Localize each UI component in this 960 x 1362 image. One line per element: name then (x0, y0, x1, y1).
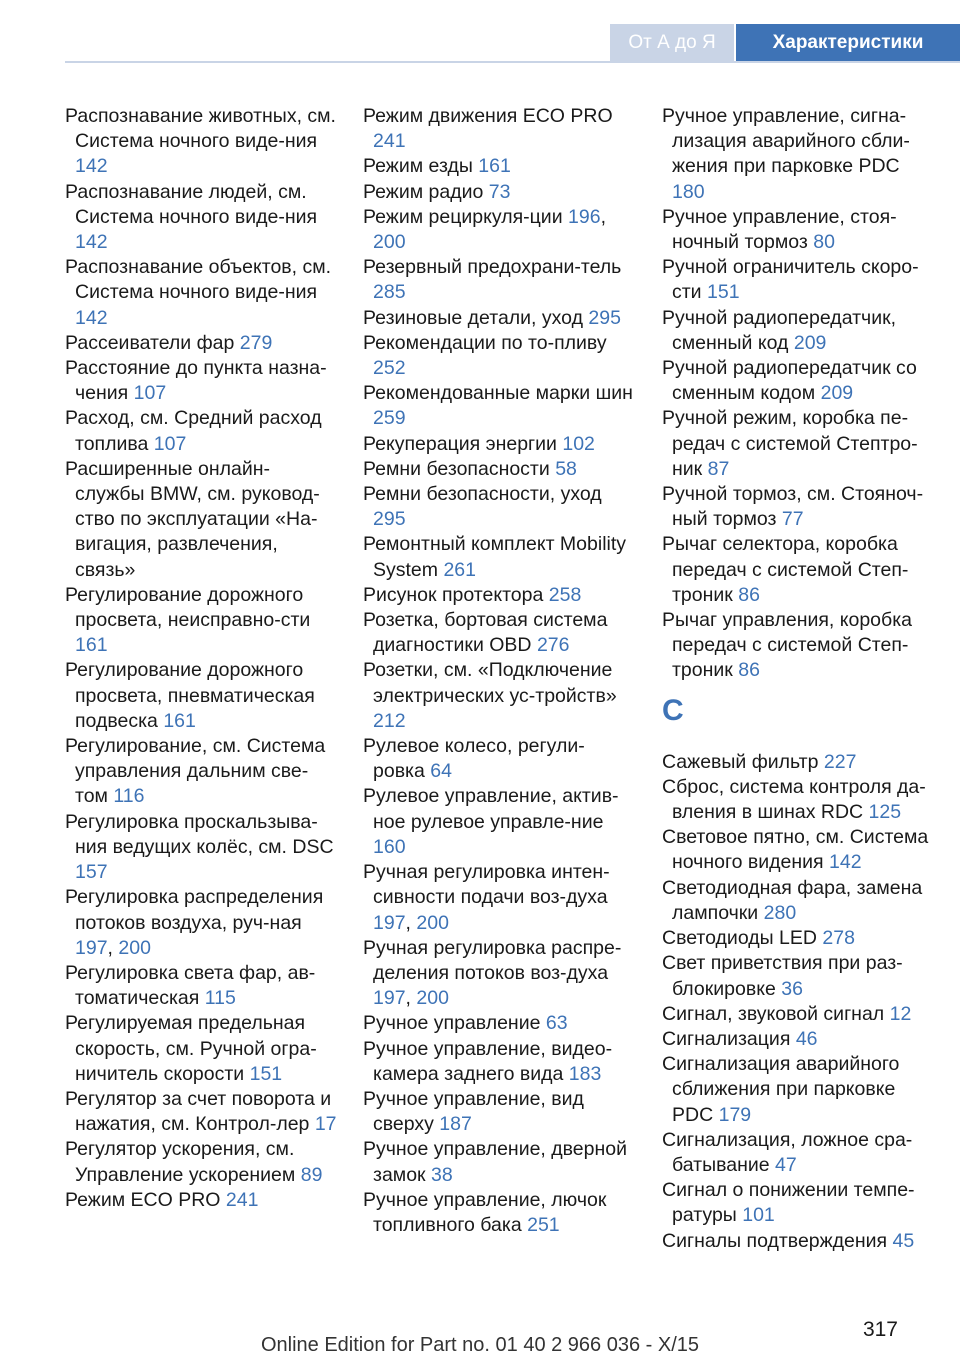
index-entry-text: Регулятор ускорения, см. Управление ускорением (65, 1138, 296, 1186)
index-entry-text: Расширенные онлайн-службы BMW, см. руковод-ство по эксплуатации «На-вигация, развлечения, связь» (65, 457, 320, 581)
index-entry (662, 775, 934, 825)
index-entry-text: Ремни безопасности (363, 457, 550, 480)
page-reference-link[interactable]: 151 (707, 281, 740, 304)
index-entry-text: Резервный предохрани-тель (363, 256, 622, 279)
index-entry (662, 104, 934, 205)
page-reference-link[interactable]: 12 (889, 1002, 912, 1025)
index-entry (363, 608, 635, 658)
page-reference-link[interactable]: 276 (536, 634, 570, 657)
index-entry-text: Регулятор за счет поворота и нажатия, см. Контрол-лер (65, 1087, 332, 1136)
index-entry-text: Рычаг управления, коробка передач с системой Степ-троник (662, 609, 913, 682)
page-reference-link[interactable]: 279 (239, 331, 273, 354)
index-entry-text: Рекомендации по то-пливу (363, 331, 607, 354)
index-entry-text: Регулирование дорожного просвета, пневматическая подвеска (65, 659, 315, 732)
index-entry-text: Сигнализация (662, 1027, 791, 1050)
page-reference-link[interactable]: 116 (113, 785, 145, 808)
index-entry-text: Расстояние до пункта назна-чения (65, 357, 327, 405)
page-reference-link[interactable]: 86 (738, 583, 760, 606)
page-reference-link[interactable]: 196 (568, 205, 601, 228)
index-entry (363, 1011, 635, 1036)
index-entry-text: Ручной радиопередатчик со сменным кодом (662, 357, 917, 405)
page-reference-link[interactable]: 278 (822, 927, 855, 950)
page-reference-link[interactable]: 241 (373, 130, 406, 153)
index-entry-text: Сброс, система контроля да-вления в шинах RDC (662, 775, 926, 824)
page-reference-link[interactable]: 157 (75, 861, 108, 884)
index-entry (363, 734, 635, 784)
page-reference-link[interactable]: 115 (204, 987, 236, 1010)
index-entry-text: Ручная регулировка распре-деления потоков воз-духа (363, 936, 622, 984)
page-reference-link[interactable]: 64 (430, 760, 452, 783)
page-reference-link[interactable]: 151 (249, 1062, 283, 1085)
index-entry (363, 1037, 635, 1087)
index-entry-text: Ручное управление, сигна-лизация аварийного сбли-жения при парковке PDC (662, 105, 910, 178)
index-entry (363, 255, 635, 305)
page-reference-link[interactable]: 17 (314, 1113, 337, 1136)
index-entry (662, 1178, 934, 1228)
index-entry-text: Свет приветствия при раз-блокировке (662, 952, 903, 1000)
index-entry-text: Ремни безопасности, уход (363, 483, 602, 506)
index-entry (363, 432, 635, 457)
header-tab-index[interactable]: От А до Я (610, 24, 734, 62)
page-reference-link[interactable]: 212 (373, 709, 406, 732)
page-reference-link[interactable]: 77 (781, 508, 804, 531)
page-reference-link[interactable]: 209 (820, 382, 854, 405)
index-entry-text: Распознавание животных, см. Система ночного виде-ния (65, 105, 336, 153)
page-reference-link[interactable]: 197 (373, 911, 406, 934)
index-entry-text: Светодиоды LED (662, 927, 817, 950)
page-reference-link[interactable]: 89 (300, 1163, 323, 1186)
index-entry (65, 1011, 337, 1087)
index-entry (363, 1188, 635, 1238)
index-entry-text: Ручное управление, дверной замок (363, 1138, 627, 1186)
page-reference-link[interactable]: 80 (813, 231, 835, 254)
index-entry-text: Регулировка света фар, ав-томатическая (65, 961, 316, 1010)
index-entry (662, 1002, 934, 1027)
index-entry-text: Ручной радиопередатчик, сменный код (662, 306, 897, 354)
index-entry-text: Регулировка распределения потоков воздуха, руч-ная (65, 886, 324, 934)
page-reference-link[interactable]: 197 (373, 987, 406, 1010)
page-reference-link[interactable]: 261 (443, 558, 476, 581)
index-entry-text: Режим ECO PRO (65, 1188, 221, 1211)
page-reference-link[interactable]: 200 (416, 911, 449, 934)
section-letter: С (662, 693, 684, 727)
page-reference-link[interactable]: 87 (707, 457, 730, 480)
page-reference-link[interactable]: 161 (163, 709, 196, 732)
page-reference-link[interactable]: 63 (545, 1012, 568, 1035)
page-reference-link[interactable]: 180 (672, 180, 705, 203)
index-entry-text: Ручное управление, видео-камера заднего вида (363, 1037, 613, 1085)
index-entry-text: Расход, см. Средний расход топлива (65, 407, 322, 455)
index-entry (65, 810, 337, 886)
index-entry-text: Режим рециркуля-ции (363, 205, 563, 228)
index-entry: Ручная регулировка интен-сивности подачи воз-духа 197, 200 (363, 861, 610, 934)
index-entry (65, 180, 337, 256)
page-reference-link[interactable]: 161 (478, 155, 511, 178)
index-entry-text: Регулируемая предельная скорость, см. Ручной огра-ничитель скорости (65, 1012, 317, 1085)
index-entry (363, 658, 635, 734)
page-reference-link[interactable]: 107 (153, 432, 187, 455)
index-entry (363, 1137, 635, 1187)
page-reference-link[interactable]: 251 (527, 1213, 560, 1236)
page-reference-link[interactable]: 179 (718, 1103, 752, 1126)
index-entry-text: Сигнал о понижении темпе-ратуры (662, 1179, 915, 1227)
index-entry (662, 532, 934, 608)
page-reference-link[interactable]: 46 (795, 1027, 818, 1050)
page-reference-link[interactable]: 295 (373, 508, 406, 531)
index-entry (363, 784, 635, 860)
index-entry (363, 457, 635, 482)
index-entry-text: Рекомендованные марки шин (363, 382, 633, 405)
index-column-2 (363, 104, 635, 1238)
index-entry (662, 750, 934, 775)
index-entry (65, 255, 337, 331)
page-reference-link[interactable]: 36 (781, 977, 803, 1000)
page-reference-link[interactable]: 58 (555, 457, 577, 480)
index-entry (662, 1027, 934, 1052)
index-entry (65, 583, 337, 659)
index-entry-text: Световое пятно, см. Система ночного видения (662, 826, 929, 874)
index-entry-text: Регулирование, см. Система управления дальним све-том (65, 735, 326, 808)
page-reference-link[interactable]: 197 (75, 936, 108, 959)
index-entry-text: Ручное управление (363, 1012, 541, 1035)
index-entry-text: Распознавание людей, см. Система ночного виде-ния (65, 180, 318, 228)
index-entry: Регулировка распределения потоков воздуха, руч-ная 197, 200 (65, 886, 324, 959)
page-reference-link[interactable]: 73 (488, 180, 511, 203)
index-entry (662, 608, 934, 684)
index-entry-text: Резиновые детали, уход (363, 306, 583, 329)
index-entry (662, 406, 934, 482)
index-entry-text: Сигнализация, ложное сра-батывание (662, 1128, 913, 1176)
index-entry-text: Светодиодная фара, замена лампочки (662, 876, 923, 924)
index-entry (65, 331, 337, 356)
index-entry-text: Ручной режим, коробка пе-редач с системой Стептро-ник (662, 407, 918, 480)
index-entry (662, 926, 934, 951)
index-entry: Ручная регулировка распре-деления потоков воз-духа 197, 200 (363, 936, 622, 1010)
header-tab-characteristics[interactable]: Характеристики (736, 24, 960, 62)
page-reference-link[interactable]: 125 (868, 801, 902, 824)
index-entry (65, 1137, 337, 1187)
index-entry (662, 1052, 934, 1128)
index-entry (662, 482, 934, 532)
index-entry (65, 1087, 337, 1137)
index-entry (363, 583, 635, 608)
index-entry-text: Сигналы подтверждения (662, 1229, 888, 1252)
index-entry-text: Рекуперация энергии (363, 432, 557, 455)
index-entry-text: Ручная регулировка интен-сивности подачи воз-духа (363, 861, 610, 909)
index-entry-text: Рулевое колесо, регули-ровка (363, 735, 585, 783)
page-reference-link[interactable]: 142 (75, 155, 108, 178)
page-reference-link[interactable]: 200 (118, 936, 151, 959)
index-entry-text: Распознавание объектов, см. Система ночного виде-ния (65, 256, 332, 304)
index-entry (662, 205, 934, 255)
index-entry (65, 104, 337, 180)
index-entry-text: Ручное управление, вид сверху (363, 1087, 584, 1136)
page-reference-link[interactable]: 183 (568, 1062, 602, 1085)
index-entry (65, 734, 337, 810)
index-entry (65, 1188, 337, 1213)
page-reference-link[interactable]: 107 (133, 382, 167, 405)
page-reference-link[interactable]: 86 (738, 659, 760, 682)
page-reference-link[interactable]: 187 (439, 1113, 472, 1136)
index-entry (662, 951, 934, 1001)
page-reference-link[interactable]: 200 (416, 987, 449, 1010)
index-entry (363, 180, 635, 205)
index-entry-text: Сажевый фильтр (662, 750, 819, 773)
index-entry-text: Режим движения ECO PRO (363, 105, 613, 127)
page-reference-link[interactable]: 295 (588, 306, 621, 329)
index-entry-text: Ручное управление, лючок топливного бака (363, 1188, 607, 1236)
index-entry: Режим рециркуля-ции 196, 200 (363, 205, 606, 254)
index-entry-text: Рисунок протектора (363, 583, 544, 606)
index-entry-text: Регулирование дорожного просвета, неисправно-сти (65, 583, 311, 632)
index-entry (363, 1087, 635, 1137)
page-reference-link[interactable]: 142 (829, 851, 862, 874)
page-reference-link[interactable]: 102 (562, 432, 595, 455)
page-reference-link[interactable]: 142 (75, 306, 108, 329)
index-entry (363, 532, 635, 582)
index-entry (65, 961, 337, 1011)
index-entry-text: Ручной тормоз, см. Стояноч-ный тормоз (662, 483, 924, 531)
index-entry (662, 356, 934, 406)
index-entry-text: Ремонтный комплект Mobility System (363, 533, 627, 581)
index-entry (65, 658, 337, 734)
index-entry-text: Розетки, см. «Подключение электрических ус-тройств» (363, 659, 617, 707)
page-reference-link[interactable]: 259 (373, 407, 406, 430)
page-reference-link[interactable]: 258 (548, 583, 582, 606)
page-reference-link[interactable]: 227 (823, 750, 857, 773)
index-entry (363, 482, 635, 532)
index-entry-text: Розетка, бортовая система диагностики OBD (363, 609, 608, 657)
page-reference-link[interactable]: 47 (775, 1153, 797, 1176)
header-rule (65, 61, 960, 63)
page-reference-link[interactable]: 45 (892, 1229, 915, 1252)
index-entry (363, 104, 635, 154)
index-entry (363, 331, 635, 381)
index-entry-text: Ручной ограничитель скоро-сти (662, 256, 919, 304)
index-entry (662, 306, 934, 356)
index-entry (662, 1128, 934, 1178)
index-entry (662, 825, 934, 875)
index-entry (662, 255, 934, 305)
footer-edition: Online Edition for Part no. 01 40 2 966 036 - X/15 (260, 1334, 700, 1356)
index-entry-text: Режим езды (363, 155, 473, 178)
index-entry-text: Регулировка проскальзыва-ния ведущих колёс, см. DSC (65, 810, 334, 858)
page-reference-link[interactable]: 209 (793, 331, 827, 354)
index-entry-text: Рулевое управление, актив-ное рулевое управле-ние (363, 785, 619, 833)
page-reference-link[interactable]: 241 (225, 1188, 259, 1211)
page-reference-link[interactable]: 142 (75, 231, 108, 254)
page-number: 317 (862, 1318, 898, 1341)
index-entry (662, 876, 934, 926)
index-entry-text: Режим радио (363, 180, 484, 203)
index-entry (363, 306, 635, 331)
page-reference-link[interactable]: 285 (373, 281, 406, 304)
index-entry-text: Ручное управление, стоя-ночный тормоз (662, 205, 897, 254)
page-reference-link[interactable]: 101 (742, 1204, 775, 1227)
index-entry (363, 154, 635, 179)
index-entry-text: Рычаг селектора, коробка передач с системой Степ-троник (662, 533, 909, 606)
index-entry (65, 457, 337, 583)
page-reference-link[interactable]: 161 (75, 634, 108, 657)
page-reference-link[interactable]: 38 (431, 1163, 453, 1186)
page-reference-link[interactable]: 252 (373, 357, 406, 380)
index-entry (363, 381, 635, 431)
index-entry (65, 356, 337, 406)
index-entry-text: Рассеиватели фар (65, 331, 235, 354)
page-reference-link[interactable]: 160 (373, 835, 406, 858)
index-entry (662, 1229, 934, 1254)
index-entry (65, 406, 337, 456)
index-column-1 (65, 104, 337, 1213)
index-entry-text: Сигнализация аварийного сближения при парковке PDC (662, 1053, 900, 1126)
page-reference-link[interactable]: 200 (373, 231, 406, 254)
page-reference-link[interactable]: 280 (763, 901, 797, 924)
index-entry-text: Сигнал, звуковой сигнал (662, 1002, 885, 1025)
index-column-3 (662, 104, 934, 1254)
